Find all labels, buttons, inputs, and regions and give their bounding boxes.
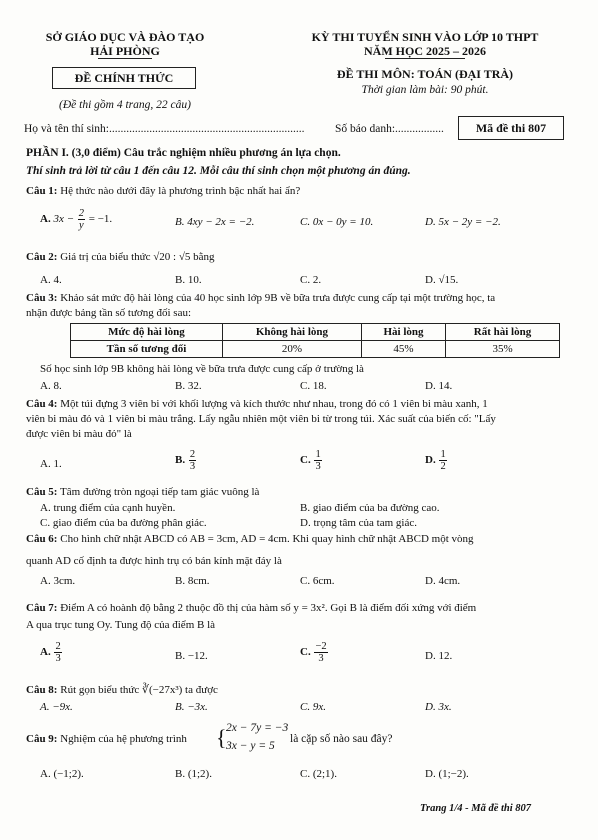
question-label: Câu 6: — [26, 533, 58, 545]
q3-option-a[interactable]: A. 8. — [40, 380, 62, 392]
question-text: Rút gọn biểu thức ∛(−27x³) ta được — [60, 684, 218, 696]
q5-option-d[interactable]: D. trọng tâm của tam giác. — [300, 517, 417, 529]
question-3-stem: Số học sinh lớp 9B không hài lòng về bữa trưa được cung cấp ở trường là — [40, 363, 364, 375]
q6-option-c[interactable]: C. 6cm. — [300, 575, 335, 587]
q5-option-a[interactable]: A. trung điểm của cạnh huyền. — [40, 502, 176, 514]
frequency-table — [70, 323, 560, 358]
question-label: Câu 1: — [26, 185, 58, 197]
question-5 — [26, 486, 259, 498]
question-1 — [26, 185, 300, 197]
q9-option-a[interactable]: A. (−1;2). — [40, 768, 84, 780]
question-text: Nghiệm của hệ phương trình — [60, 733, 187, 745]
question-2 — [26, 251, 215, 263]
q7-option-d[interactable]: D. 12. — [425, 650, 453, 662]
exam-code-box: Mã đề thi 807 — [458, 116, 564, 140]
question-3 — [26, 292, 495, 304]
student-name-field[interactable]: Họ và tên thí sinh:.................................................................... — [24, 123, 305, 135]
question-7 — [26, 602, 476, 614]
part1-title: PHẦN I. (3,0 điểm) Câu trắc nghiệm nhiều phương án lựa chọn. — [26, 147, 341, 159]
q2-option-c[interactable]: C. 2. — [300, 274, 322, 286]
question-text: Một túi đựng 3 viên bi với khối lượng và kích thước như nhau, trong đó có 1 viên bi màu xanh, 1 — [60, 398, 488, 410]
question-text: Khảo sát mức độ hài lòng của 40 học sinh lớp 9B về bữa trưa được cung cấp tại một trường học, ta — [60, 292, 496, 304]
question-text: Cho hình chữ nhật ABCD có AB = 3cm, AD = 4cm. Khi quay hình chữ nhật ABCD một vòng — [60, 533, 474, 545]
question-text: Tâm đường tròn ngoại tiếp tam giác vuông là — [60, 486, 260, 498]
header-divider — [98, 58, 152, 59]
q6-option-a[interactable]: A. 3cm. — [40, 575, 76, 587]
question-label: Câu 4: — [26, 398, 58, 410]
q1-option-b[interactable]: B. 4xy − 2x = −2. — [175, 216, 255, 228]
table-header: Không hài lòng — [222, 324, 361, 341]
q8-option-d[interactable]: D. 3x. — [425, 701, 452, 713]
q2-option-b[interactable]: B. 10. — [175, 274, 202, 286]
table-cell: 35% — [446, 341, 560, 358]
q9-option-c[interactable]: C. (2;1). — [300, 768, 337, 780]
question-label: Câu 9: — [26, 733, 58, 745]
q8-option-b[interactable]: B. −3x. — [175, 701, 208, 713]
table-cell: 20% — [222, 341, 361, 358]
table-cell: 45% — [361, 341, 445, 358]
system-brace: { — [216, 725, 227, 750]
header-divider-right — [385, 58, 465, 59]
question-label: Câu 8: — [26, 684, 58, 696]
q4-option-b[interactable]: B. $\frac{2}{3}$ — [175, 449, 196, 473]
question-9 — [26, 733, 187, 745]
q4-option-a[interactable]: A. 1. — [40, 458, 62, 470]
system-eq2: 3x − y = 5 — [226, 740, 275, 752]
q3-option-b[interactable]: B. 32. — [175, 380, 202, 392]
question-8 — [26, 683, 218, 696]
table-header: Mức độ hài lòng — [71, 324, 223, 341]
pages-note: (Đề thi gồm 4 trang, 22 câu) — [59, 99, 191, 111]
exam-year: NĂM HỌC 2025 – 2026 — [364, 44, 486, 58]
question-9-tail: là cặp số nào sau đây? — [290, 733, 393, 745]
q2-option-d[interactable]: D. √15. — [425, 274, 459, 286]
exam-title: KỲ THI TUYỂN SINH VÀO LỚP 10 THPT — [311, 30, 539, 44]
exam-duration: Thời gian làm bài: 90 phút. — [361, 84, 489, 96]
table-header: Rất hài lòng — [446, 324, 560, 341]
q6-option-d[interactable]: D. 4cm. — [425, 575, 461, 587]
q3-option-c[interactable]: C. 18. — [300, 380, 327, 392]
system-eq1: 2x − 7y = −3 — [226, 722, 289, 734]
question-4-line3: được viên bi màu đỏ" là — [26, 428, 132, 440]
question-6-line2: quanh AD cố định ta được hình trụ có bán kính mặt đáy là — [26, 555, 282, 567]
question-label: Câu 5: — [26, 486, 58, 498]
department-city: HẢI PHÒNG — [90, 44, 160, 58]
q5-option-c[interactable]: C. giao điểm của ba đường phân giác. — [40, 517, 207, 529]
q5-option-b[interactable]: B. giao điểm của ba đường cao. — [300, 502, 440, 514]
question-label: Câu 7: — [26, 602, 58, 614]
question-text: Điểm A có hoành độ bằng 2 thuộc đồ thị của hàm số y = 3x². Gọi B là điểm đối xứng với điểm — [60, 602, 477, 614]
exam-subject: ĐỀ THI MÔN: TOÁN (ĐẠI TRÀ) — [336, 67, 514, 81]
candidate-number-field[interactable]: Số báo danh:................. — [335, 123, 444, 135]
department-name: SỞ GIÁO DỤC VÀ ĐÀO TẠO — [45, 30, 205, 44]
q9-option-b[interactable]: B. (1;2). — [175, 768, 212, 780]
question-text: Hệ thức nào dưới đây là phương trình bậc nhất hai ẩn? — [60, 185, 301, 197]
q7-option-c[interactable]: C. $\frac{-2}{3}$ — [300, 641, 327, 665]
q6-option-b[interactable]: B. 8cm. — [175, 575, 210, 587]
question-label: Câu 3: — [26, 292, 58, 304]
q1-option-c[interactable]: C. 0x − 0y = 10. — [300, 216, 374, 228]
question-6 — [26, 533, 474, 545]
table-header: Hài lòng — [361, 324, 445, 341]
question-4-line2: viên bi màu đỏ và 1 viên bi màu trắng. Lấy ngẫu nhiên một viên bi từ trong túi. Xác suất của biến cố: "Lấy — [26, 413, 496, 425]
official-stamp: ĐỀ CHÍNH THỨC — [52, 67, 196, 89]
question-3-line2: nhận được bảng tần số tương đối sau: — [26, 307, 192, 319]
q1-option-d[interactable]: D. 5x − 2y = −2. — [425, 216, 501, 228]
question-7-line2: A qua trục tung Oy. Tung độ của điểm B là — [26, 619, 216, 631]
q1-option-a[interactable]: A. 3x − $\frac{2}{y}$ = −1. — [40, 208, 113, 232]
q9-option-d[interactable]: D. (1;−2). — [425, 768, 469, 780]
question-text: Giá trị của biểu thức √20 : √5 bằng — [60, 251, 215, 263]
table-cell: Tần số tương đối — [71, 341, 223, 358]
q4-option-d[interactable]: D. $\frac{1}{2}$ — [425, 449, 446, 473]
q7-option-b[interactable]: B. −12. — [175, 650, 208, 662]
question-4 — [26, 398, 488, 410]
q3-option-d[interactable]: D. 14. — [425, 380, 453, 392]
q8-option-a[interactable]: A. −9x. — [40, 701, 73, 713]
q2-option-a[interactable]: A. 4. — [40, 274, 62, 286]
page-footer: Trang 1/4 - Mã đề thi 807 — [420, 803, 532, 814]
part1-instruction: Thí sinh trả lời từ câu 1 đến câu 12. Mỗi câu thí sinh chọn một phương án đúng. — [26, 165, 411, 177]
question-label: Câu 2: — [26, 251, 58, 263]
q8-option-c[interactable]: C. 9x. — [300, 701, 326, 713]
q4-option-c[interactable]: C. $\frac{1}{3}$ — [300, 449, 321, 473]
q7-option-a[interactable]: A. $\frac{2}{3}$ — [40, 641, 61, 665]
